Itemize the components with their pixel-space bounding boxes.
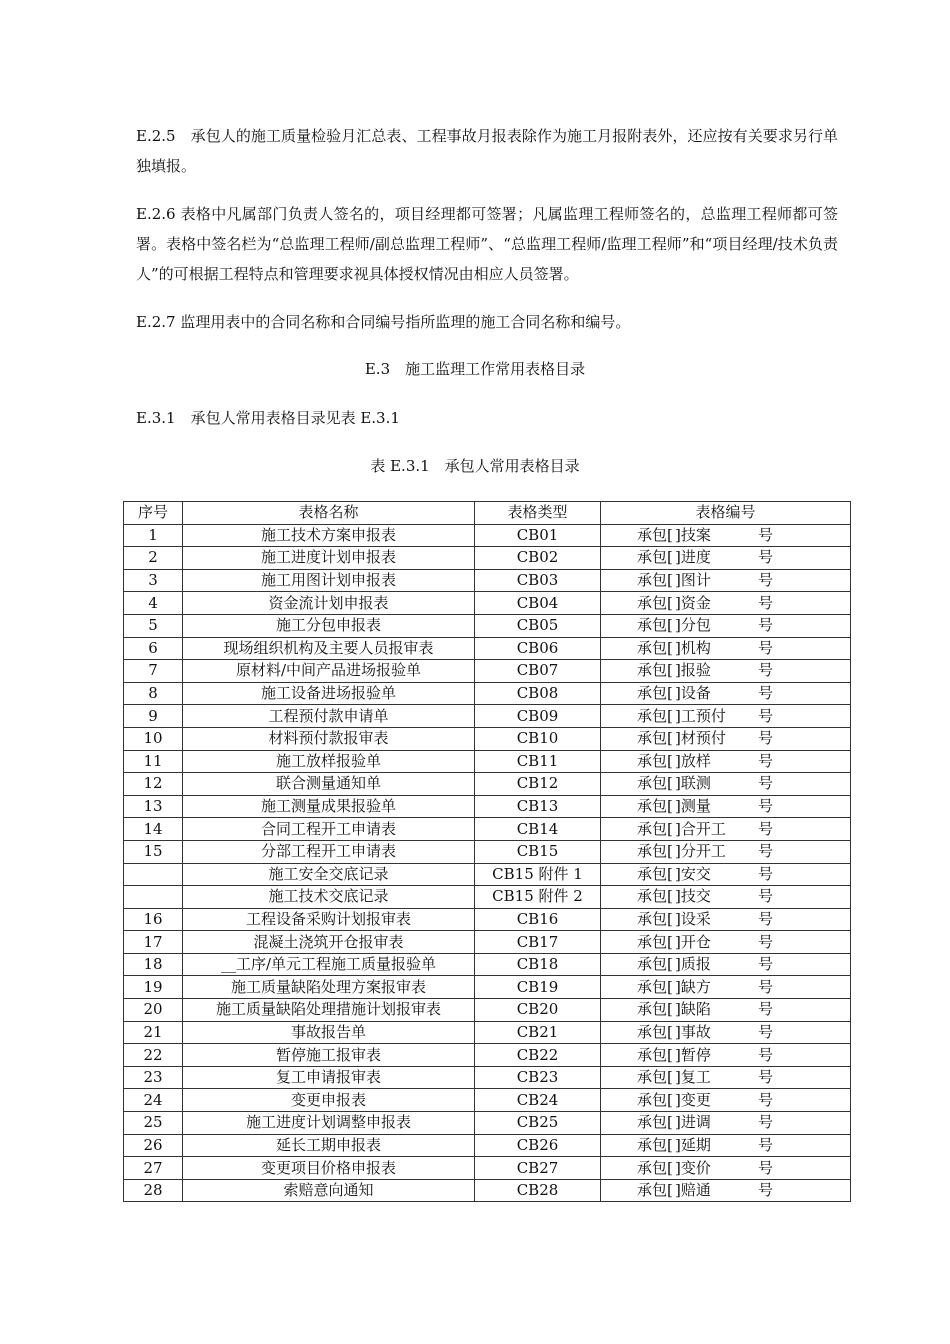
code-prefix: 承包[	[637, 1022, 673, 1041]
table-row	[124, 660, 851, 683]
cell-no: 27	[124, 1157, 183, 1180]
table-row	[124, 840, 851, 863]
code-suffix: 号	[758, 887, 774, 906]
code-category: ]进度	[675, 548, 711, 567]
header-type: 表格类型	[475, 502, 601, 525]
table-row	[124, 953, 851, 976]
cell-code	[601, 1044, 851, 1067]
code-prefix: 承包[	[637, 593, 673, 612]
cell-code	[601, 569, 851, 592]
header-code: 表格编号	[601, 502, 851, 525]
cell-no: 16	[124, 908, 183, 931]
cell-type: CB25	[475, 1112, 601, 1135]
cell-no: 28	[124, 1179, 183, 1202]
cell-no: 2	[124, 547, 183, 570]
cell-type: CB08	[475, 682, 601, 705]
code-category: ]资金	[675, 593, 711, 612]
table-row	[124, 637, 851, 660]
cell-name: 联合测量通知单	[183, 773, 475, 796]
cell-no: 22	[124, 1044, 183, 1067]
cell-name: 现场组织机构及主要人员报审表	[183, 637, 475, 660]
cell-no: 24	[124, 1089, 183, 1112]
header-name: 表格名称	[183, 502, 475, 525]
code-category: ]安交	[675, 864, 711, 883]
cell-no	[124, 863, 183, 886]
code-category: ]延期	[675, 1135, 711, 1154]
cell-name: 施工技术交底记录	[183, 886, 475, 909]
code-prefix: 承包[	[637, 797, 673, 816]
cell-no: 15	[124, 840, 183, 863]
cell-code	[601, 795, 851, 818]
cell-code	[601, 886, 851, 909]
code-suffix: 号	[758, 593, 774, 612]
cell-code	[601, 1179, 851, 1202]
cell-type: CB11	[475, 750, 601, 773]
table-row	[124, 1089, 851, 1112]
code-category: ]变更	[675, 1090, 711, 1109]
cell-code	[601, 976, 851, 999]
table-row	[124, 795, 851, 818]
cell-name: 分部工程开工申请表	[183, 840, 475, 863]
cell-no	[124, 886, 183, 909]
cell-code	[601, 682, 851, 705]
code-suffix: 号	[758, 1158, 774, 1177]
cell-type: CB07	[475, 660, 601, 683]
cell-name: 施工分包申报表	[183, 614, 475, 637]
table-row	[124, 750, 851, 773]
cell-type: CB28	[475, 1179, 601, 1202]
code-prefix: 承包[	[637, 977, 673, 996]
cell-name: 施工用图计划申报表	[183, 569, 475, 592]
cell-no: 19	[124, 976, 183, 999]
code-suffix: 号	[758, 638, 774, 657]
cell-no: 10	[124, 727, 183, 750]
table-row	[124, 908, 851, 931]
cell-type: CB27	[475, 1157, 601, 1180]
table-body	[124, 524, 851, 1202]
code-category: ]测量	[675, 797, 711, 816]
code-category: ]赔通	[675, 1181, 711, 1200]
cell-code	[601, 1134, 851, 1157]
cell-name: 事故报告单	[183, 1021, 475, 1044]
table-row	[124, 976, 851, 999]
cell-code	[601, 1157, 851, 1180]
cell-no: 7	[124, 660, 183, 683]
cell-no: 9	[124, 705, 183, 728]
cell-name: 施工测量成果报验单	[183, 795, 475, 818]
cell-name: 混凝土浇筑开仓报审表	[183, 931, 475, 954]
code-suffix: 号	[758, 797, 774, 816]
form-catalog-table	[123, 501, 851, 1202]
code-suffix: 号	[758, 525, 774, 544]
table-row	[124, 1157, 851, 1180]
code-suffix: 号	[758, 864, 774, 883]
code-prefix: 承包[	[637, 774, 673, 793]
code-prefix: 承包[	[637, 1113, 673, 1132]
table-row	[124, 592, 851, 615]
cell-code	[601, 750, 851, 773]
cell-type: CB15 附件 1	[475, 863, 601, 886]
code-category: ]分开工	[675, 842, 726, 861]
cell-type: CB22	[475, 1044, 601, 1067]
code-suffix: 号	[758, 932, 774, 951]
code-category: ]工预付	[675, 706, 726, 725]
cell-name: 复工申请报审表	[183, 1066, 475, 1089]
cell-type: CB01	[475, 524, 601, 547]
code-prefix: 承包[	[637, 887, 673, 906]
cell-type: CB14	[475, 818, 601, 841]
table-row	[124, 614, 851, 637]
cell-name: 原材料/中间产品进场报验单	[183, 660, 475, 683]
paragraph-e-2-7: E.2.7 监理用表中的合同名称和合同编号指所监理的施工合同名称和编号。	[136, 313, 631, 331]
table-row	[124, 1179, 851, 1202]
cell-no: 23	[124, 1066, 183, 1089]
table-row	[124, 999, 851, 1022]
code-prefix: 承包[	[637, 909, 673, 928]
cell-code	[601, 1021, 851, 1044]
code-suffix: 号	[758, 1022, 774, 1041]
cell-name: 施工设备进场报验单	[183, 682, 475, 705]
code-category: ]变价	[675, 1158, 711, 1177]
code-suffix: 号	[758, 1113, 774, 1132]
cell-name: 施工放样报验单	[183, 750, 475, 773]
cell-no: 8	[124, 682, 183, 705]
cell-type: CB24	[475, 1089, 601, 1112]
table-row	[124, 1134, 851, 1157]
code-category: ]质报	[675, 955, 711, 974]
cell-type: CB21	[475, 1021, 601, 1044]
cell-code	[601, 840, 851, 863]
code-prefix: 承包[	[637, 661, 673, 680]
code-category: ]材预付	[675, 729, 726, 748]
cell-no: 20	[124, 999, 183, 1022]
cell-code	[601, 999, 851, 1022]
code-category: ]复工	[675, 1068, 711, 1087]
cell-type: CB09	[475, 705, 601, 728]
cell-type: CB15 附件 2	[475, 886, 601, 909]
code-category: ]放样	[675, 751, 711, 770]
code-prefix: 承包[	[637, 1045, 673, 1064]
cell-code	[601, 1089, 851, 1112]
code-suffix: 号	[758, 909, 774, 928]
code-suffix: 号	[758, 548, 774, 567]
cell-type: CB17	[475, 931, 601, 954]
cell-type: CB12	[475, 773, 601, 796]
cell-code	[601, 727, 851, 750]
cell-name: 施工安全交底记录	[183, 863, 475, 886]
cell-type: CB10	[475, 727, 601, 750]
cell-type: CB04	[475, 592, 601, 615]
table-row	[124, 727, 851, 750]
cell-type: CB15	[475, 840, 601, 863]
section-title: E.3 施工监理工作常用表格目录	[364, 360, 586, 378]
table-row	[124, 547, 851, 570]
cell-code	[601, 1112, 851, 1135]
cell-name: 施工技术方案申报表	[183, 524, 475, 547]
code-suffix: 号	[758, 1181, 774, 1200]
code-prefix: 承包[	[637, 706, 673, 725]
cell-name: 施工质量缺陷处理措施计划报审表	[183, 999, 475, 1022]
cell-type: CB03	[475, 569, 601, 592]
cell-name: 工程设备采购计划报审表	[183, 908, 475, 931]
cell-no: 12	[124, 773, 183, 796]
code-category: ]缺陷	[675, 1000, 711, 1019]
code-category: ]设采	[675, 909, 711, 928]
code-suffix: 号	[758, 1135, 774, 1154]
cell-type: CB06	[475, 637, 601, 660]
code-category: ]技交	[675, 887, 711, 906]
code-prefix: 承包[	[637, 1181, 673, 1200]
cell-no: 14	[124, 818, 183, 841]
header-no: 序号	[124, 502, 183, 525]
code-suffix: 号	[758, 729, 774, 748]
table-row	[124, 569, 851, 592]
code-suffix: 号	[758, 819, 774, 838]
cell-name: __工序/单元工程施工质量报验单	[183, 953, 475, 976]
cell-name: 施工进度计划调整申报表	[183, 1112, 475, 1135]
cell-code	[601, 547, 851, 570]
table-row	[124, 773, 851, 796]
table-row	[124, 682, 851, 705]
cell-type: CB02	[475, 547, 601, 570]
cell-name: 施工进度计划申报表	[183, 547, 475, 570]
code-category: ]合开工	[675, 819, 726, 838]
code-category: ]缺方	[675, 977, 711, 996]
table-row	[124, 705, 851, 728]
code-suffix: 号	[758, 661, 774, 680]
code-prefix: 承包[	[637, 684, 673, 703]
cell-name: 变更申报表	[183, 1089, 475, 1112]
code-prefix: 承包[	[637, 729, 673, 748]
cell-no: 4	[124, 592, 183, 615]
table-caption: 表 E.3.1 承包人常用表格目录	[370, 457, 580, 475]
cell-code	[601, 705, 851, 728]
code-category: ]联测	[675, 774, 711, 793]
table-row	[124, 1044, 851, 1067]
code-prefix: 承包[	[637, 638, 673, 657]
code-prefix: 承包[	[637, 842, 673, 861]
code-suffix: 号	[758, 1090, 774, 1109]
cell-code	[601, 953, 851, 976]
code-suffix: 号	[758, 1068, 774, 1087]
table-header-row	[124, 502, 851, 525]
table-row	[124, 1066, 851, 1089]
cell-no: 17	[124, 931, 183, 954]
code-category: ]图计	[675, 571, 711, 590]
code-suffix: 号	[758, 1000, 774, 1019]
table-row	[124, 863, 851, 886]
cell-code	[601, 931, 851, 954]
code-prefix: 承包[	[637, 955, 673, 974]
table-row	[124, 931, 851, 954]
code-prefix: 承包[	[637, 525, 673, 544]
code-suffix: 号	[758, 1045, 774, 1064]
cell-type: CB05	[475, 614, 601, 637]
code-category: ]事故	[675, 1022, 711, 1041]
cell-name: 延长工期申报表	[183, 1134, 475, 1157]
cell-code	[601, 908, 851, 931]
cell-no: 18	[124, 953, 183, 976]
cell-name: 索赔意向通知	[183, 1179, 475, 1202]
code-category: ]分包	[675, 616, 711, 635]
cell-code	[601, 524, 851, 547]
code-suffix: 号	[758, 571, 774, 590]
code-category: ]设备	[675, 684, 711, 703]
cell-no: 21	[124, 1021, 183, 1044]
code-suffix: 号	[758, 616, 774, 635]
code-prefix: 承包[	[637, 751, 673, 770]
cell-type: CB20	[475, 999, 601, 1022]
code-suffix: 号	[758, 842, 774, 861]
cell-name: 资金流计划申报表	[183, 592, 475, 615]
cell-type: CB26	[475, 1134, 601, 1157]
code-suffix: 号	[758, 684, 774, 703]
code-suffix: 号	[758, 977, 774, 996]
code-prefix: 承包[	[637, 571, 673, 590]
table-row	[124, 818, 851, 841]
code-prefix: 承包[	[637, 548, 673, 567]
cell-code	[601, 614, 851, 637]
code-category: ]机构	[675, 638, 711, 657]
code-prefix: 承包[	[637, 1068, 673, 1087]
code-prefix: 承包[	[637, 1158, 673, 1177]
paragraph-e-2-6: E.2.6 表格中凡属部门负责人签名的，项目经理都可签署；凡属监理工程师签名的，总监理工程师都可签署。表格中签名栏为“总监理工程师/副总监理工程师”、“总监理工程师/监理工程师”和“项目经理/技术负责人”的可根据工程特点和管理要求视具体授权情况由相应人员签署。	[136, 205, 838, 283]
cell-name: 工程预付款申请单	[183, 705, 475, 728]
cell-name: 材料预付款报审表	[183, 727, 475, 750]
cell-type: CB19	[475, 976, 601, 999]
paragraph-e-3-1: E.3.1 承包人常用表格目录见表 E.3.1	[136, 409, 400, 427]
cell-code	[601, 637, 851, 660]
cell-no: 1	[124, 524, 183, 547]
cell-no: 13	[124, 795, 183, 818]
cell-code	[601, 592, 851, 615]
cell-no: 25	[124, 1112, 183, 1135]
code-prefix: 承包[	[637, 932, 673, 951]
cell-type: CB18	[475, 953, 601, 976]
code-category: ]暂停	[675, 1045, 711, 1064]
cell-code	[601, 660, 851, 683]
code-category: ]进调	[675, 1113, 711, 1132]
table-row	[124, 524, 851, 547]
cell-code	[601, 863, 851, 886]
code-suffix: 号	[758, 751, 774, 770]
cell-no: 26	[124, 1134, 183, 1157]
code-prefix: 承包[	[637, 616, 673, 635]
cell-name: 合同工程开工申请表	[183, 818, 475, 841]
code-category: ]技案	[675, 525, 711, 544]
code-category: ]报验	[675, 661, 711, 680]
table-row	[124, 1112, 851, 1135]
code-prefix: 承包[	[637, 864, 673, 883]
table-row	[124, 1021, 851, 1044]
cell-no: 5	[124, 614, 183, 637]
code-prefix: 承包[	[637, 819, 673, 838]
table-row	[124, 886, 851, 909]
cell-code	[601, 1066, 851, 1089]
code-prefix: 承包[	[637, 1135, 673, 1154]
paragraph-e-2-5: E.2.5 承包人的施工质量检验月汇总表、工程事故月报表除作为施工月报附表外，还应按有关要求另行单独填报。	[136, 127, 838, 175]
code-prefix: 承包[	[637, 1090, 673, 1109]
code-suffix: 号	[758, 774, 774, 793]
code-category: ]开仓	[675, 932, 711, 951]
cell-code	[601, 773, 851, 796]
cell-no: 3	[124, 569, 183, 592]
cell-name: 暂停施工报审表	[183, 1044, 475, 1067]
cell-code	[601, 818, 851, 841]
code-suffix: 号	[758, 955, 774, 974]
code-suffix: 号	[758, 706, 774, 725]
cell-name: 变更项目价格申报表	[183, 1157, 475, 1180]
cell-type: CB13	[475, 795, 601, 818]
cell-type: CB23	[475, 1066, 601, 1089]
code-prefix: 承包[	[637, 1000, 673, 1019]
cell-no: 6	[124, 637, 183, 660]
cell-type: CB16	[475, 908, 601, 931]
cell-name: 施工质量缺陷处理方案报审表	[183, 976, 475, 999]
cell-no: 11	[124, 750, 183, 773]
